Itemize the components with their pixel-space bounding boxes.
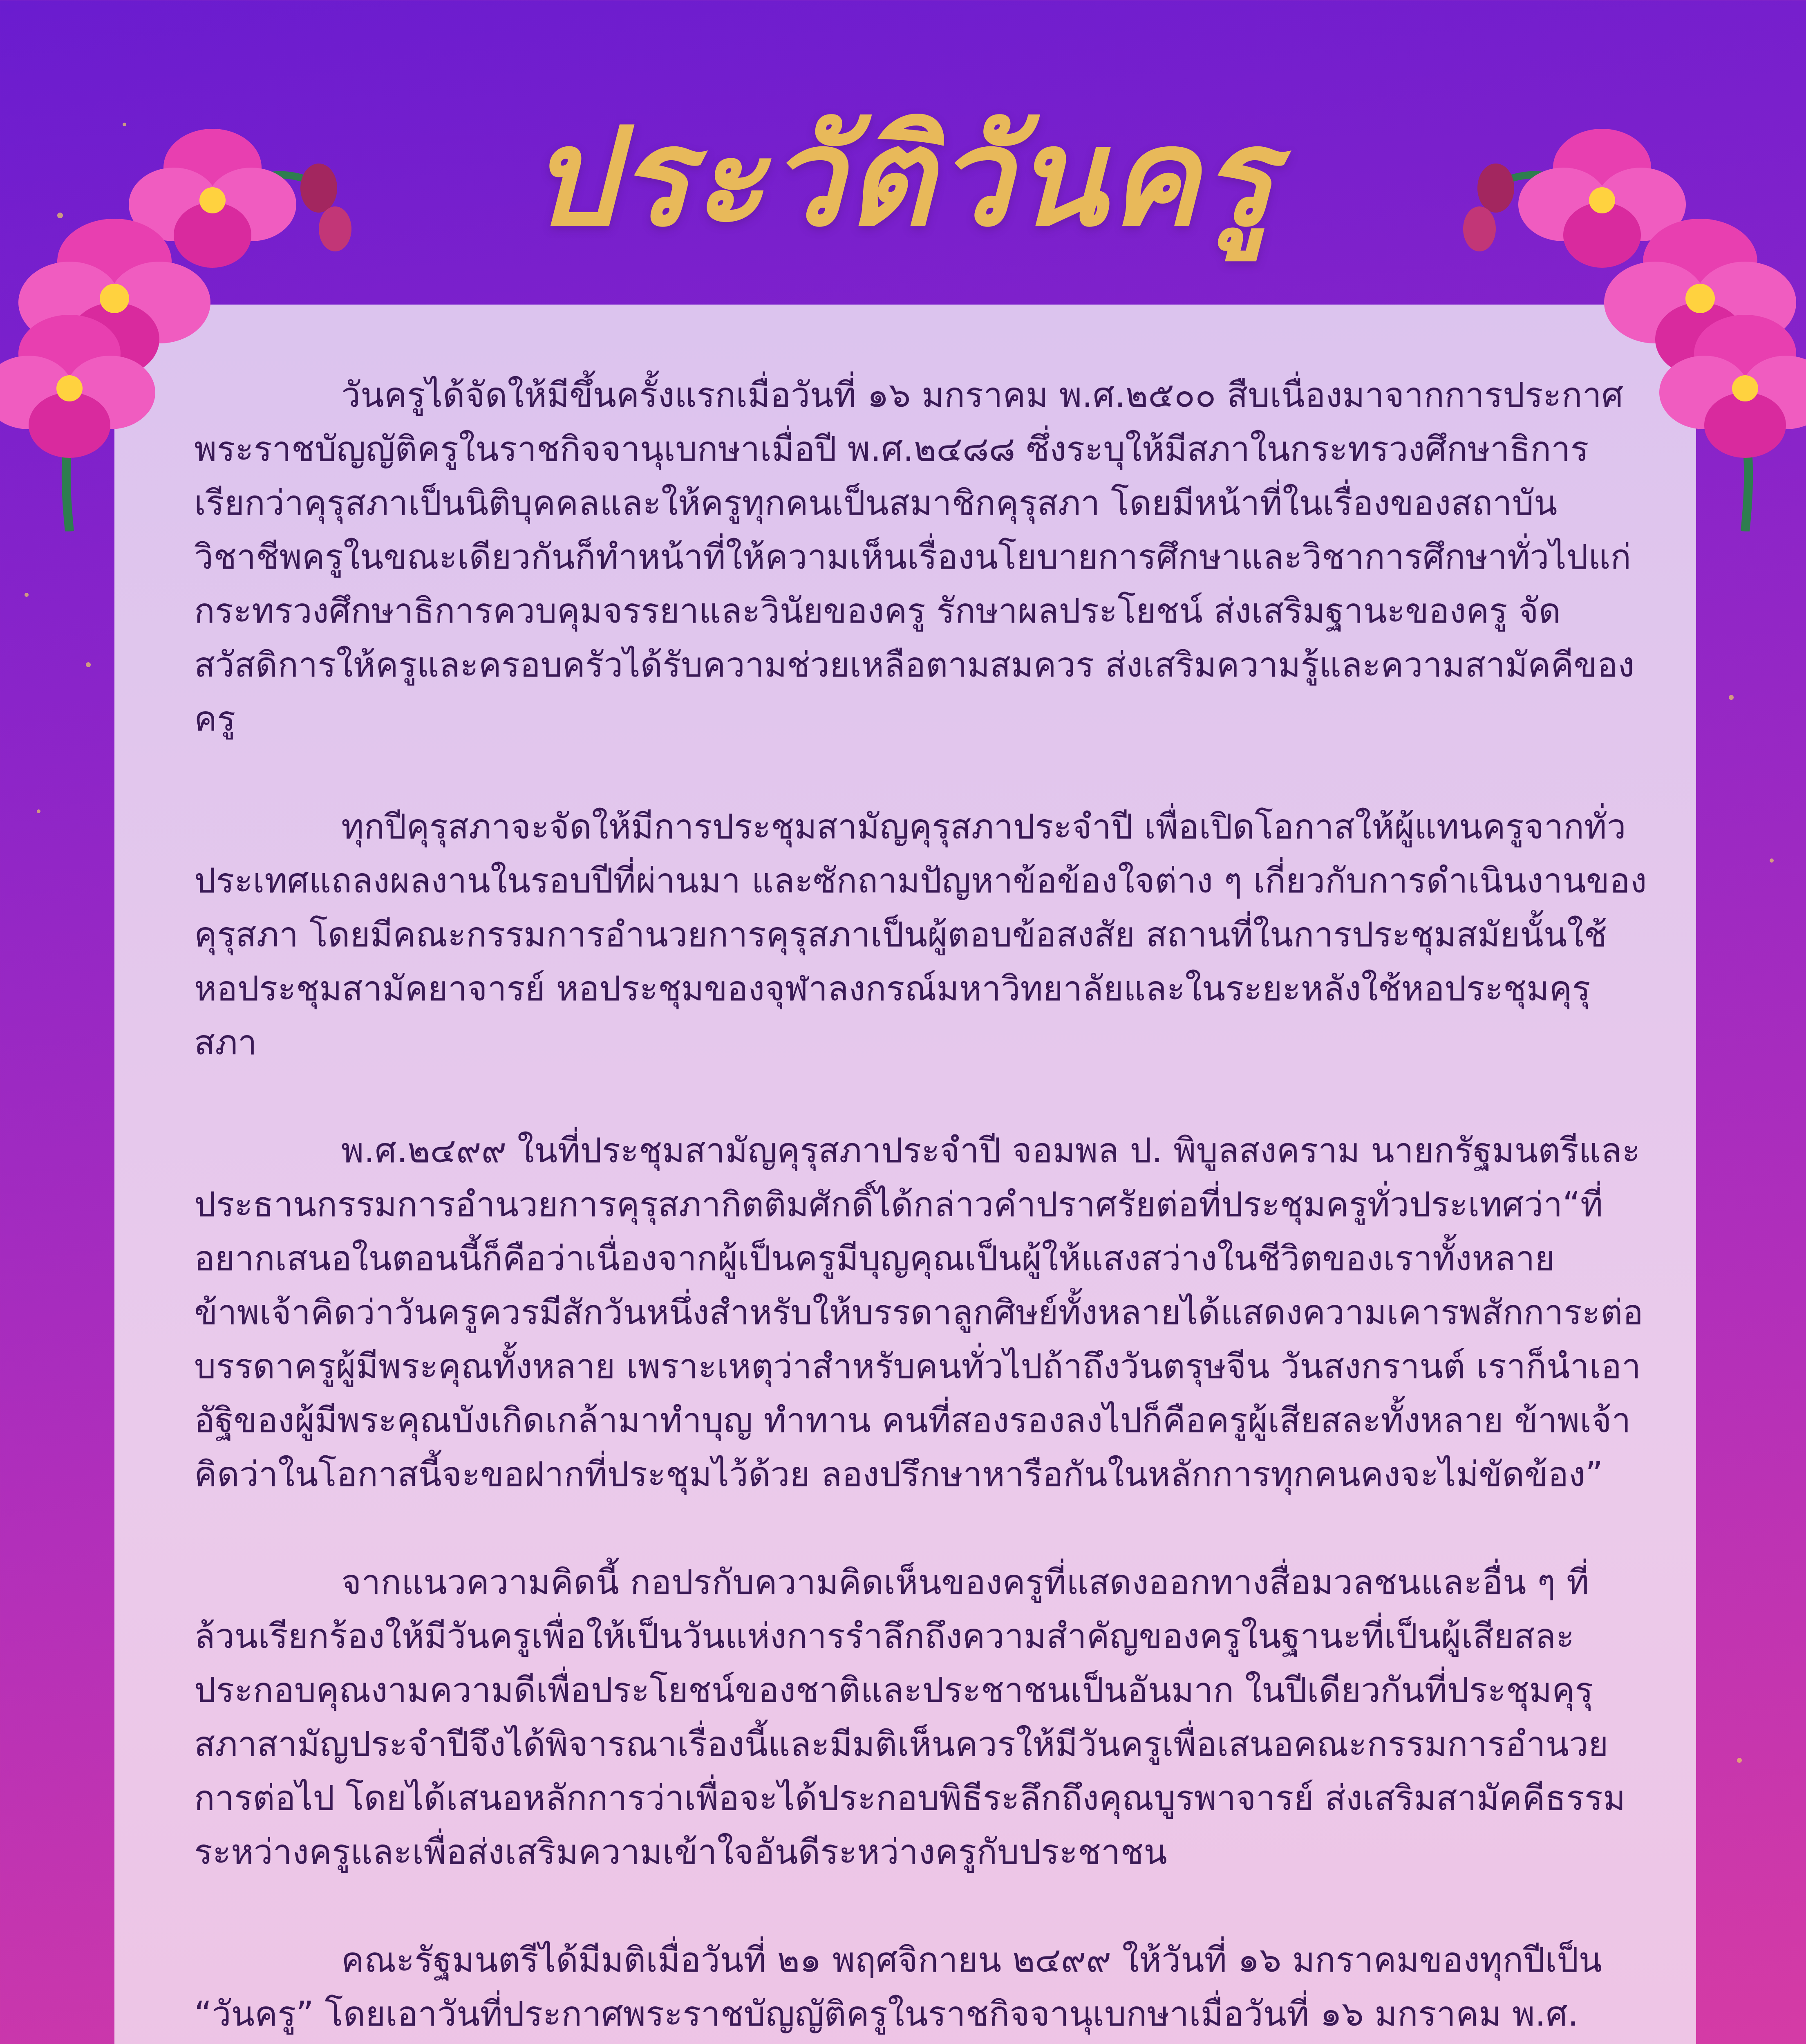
- paragraph: คณะรัฐมนตรีได้มีมติเมื่อวันที่ ๒๑ พฤศจิกายน ๒๔๙๙ ให้วันที่ ๑๖ มกราคมของทุกปีเป็น “วันครู” โดยเอาวันที่ประกาศพระราชบัญญัติครูในราชกิจจานุเบกษาเมื่อวันที่ ๑๖ มกราคม พ.ศ.: [194, 1940, 1602, 2034]
- article-body: [194, 368, 1649, 2044]
- paragraph: พ.ศ.๒๔๙๙ ในที่ประชุมสามัญคุรุสภาประจำปี จอมพล ป. พิบูลสงคราม นายกรัฐมนตรีและประธานกรรมการอำนวยการคุรุสภากิตติมศักดิ์ได้กล่าวคำปราศรัยต่อที่ประชุมครูทั่วประเทศว่า“ที่อยากเสนอในตอนนี้ก็คือว่าเนื่องจากผู้เป็นครูมีบุญคุณเป็นผู้ให้แสงสว่างในชีวิตของเราทั้งหลาย ข้าพเจ้าคิดว่าวันครูควรมีสักวันหนึ่งสำหรับให้บรรดาลูกศิษย์ทั้งหลายได้แสดงความเคารพสักการะต่อบรรดาครูผู้มีพระคุณทั้งหลาย เพราะเหตุว่าสำหรับคนทั่วไปถ้าถึงวันตรุษจีน วันสงกรานต์ เราก็นำเอาอัฐิของผู้มีพระคุณบังเกิดเกล้ามาทำบุญ ทำทาน คนที่สองรองลงไปก็คือครูผู้เสียสละทั้งหลาย ข้าพเจ้าคิดว่าในโอกาสนี้จะขอฝากที่ประชุมไว้ด้วย ลองปรึกษาหารือกันในหลักการทุกคนคงจะไม่ขัดข้อง”: [194, 1130, 1643, 1494]
- paragraph: วันครูได้จัดให้มีขึ้นครั้งแรกเมื่อวันที่ ๑๖ มกราคม พ.ศ.๒๕๐๐ สืบเนื่องมาจากการประกาศพระราชบัญญัติครูในราชกิจจานุเบกษาเมื่อปี พ.ศ.๒๔๘๘ ซึ่งระบุให้มีสภาในกระทรวงศึกษาธิการเรียกว่าคุรุสภาเป็นนิติบุคคลและให้ครูทุกคนเป็นสมาชิกคุรุสภา โดยมีหน้าที่ในเรื่องของสถาบันวิชาชีพครูในขณะเดียวกันก็ทำหน้าที่ให้ความเห็นเรื่องนโยบายการศึกษาและวิชาการศึกษาทั่วไปแก่กระทรวงศึกษาธิการควบคุมจรรยาและวินัยของครู รักษาผลประโยชน์ ส่งเสริมฐานะของครู จัดสวัสดิการให้ครูและครอบครัวได้รับความช่วยเหลือตามสมควร ส่งเสริมความรู้และความสามัคคีของครู: [194, 375, 1635, 739]
- orchid-left-icon: [0, 123, 360, 531]
- paragraph: ทุกปีคุรุสภาจะจัดให้มีการประชุมสามัญคุรุสภาประจำปี เพื่อเปิดโอกาสให้ผู้แทนครูจากทั่วประเทศแถลงผลงานในรอบปีที่ผ่านมา และซักถามปัญหาข้อข้องใจต่าง ๆ เกี่ยวกับการดำเนินงานของคุรุสภา โดยมีคณะกรรมการอำนวยการคุรุสภาเป็นผู้ตอบข้อสงสัย สถานที่ในการประชุมสมัยนั้นใช้หอประชุมสามัคยาจารย์ หอประชุมของจุฬาลงกรณ์มหาวิทยาลัยและในระยะหลังใช้หอประชุมคุรุสภา: [194, 807, 1647, 1062]
- page-title: ประวัติวันครู: [530, 97, 1276, 256]
- orchid-right-icon: [1455, 123, 1806, 531]
- paragraph: จากแนวความคิดนี้ กอปรกับความคิดเห็นของครูที่แสดงออกทางสื่อมวลชนและอื่น ๆ ที่ล้วนเรียกร้องให้มีวันครูเพื่อให้เป็นวันแห่งการรำลึกถึงความสำคัญของครูในฐานะที่เป็นผู้เสียสละ ประกอบคุณงามความดีเพื่อประโยชน์ของชาติและประชาชนเป็นอันมาก ในปีเดียวกันที่ประชุมคุรุสภาสามัญประจำปีจึงได้พิจารณาเรื่องนี้และมีมติเห็นควรให้มีวันครูเพื่อเสนอคณะกรรมการอำนวยการต่อไป โดยได้เสนอหลักการว่าเพื่อจะได้ประกอบพิธีระลึกถึงคุณบูรพาจารย์ ส่งเสริมสามัคคีธรรมระหว่างครูและเพื่อส่งเสริมความเข้าใจอันดีระหว่างครูกับประชาชน: [194, 1562, 1626, 1872]
